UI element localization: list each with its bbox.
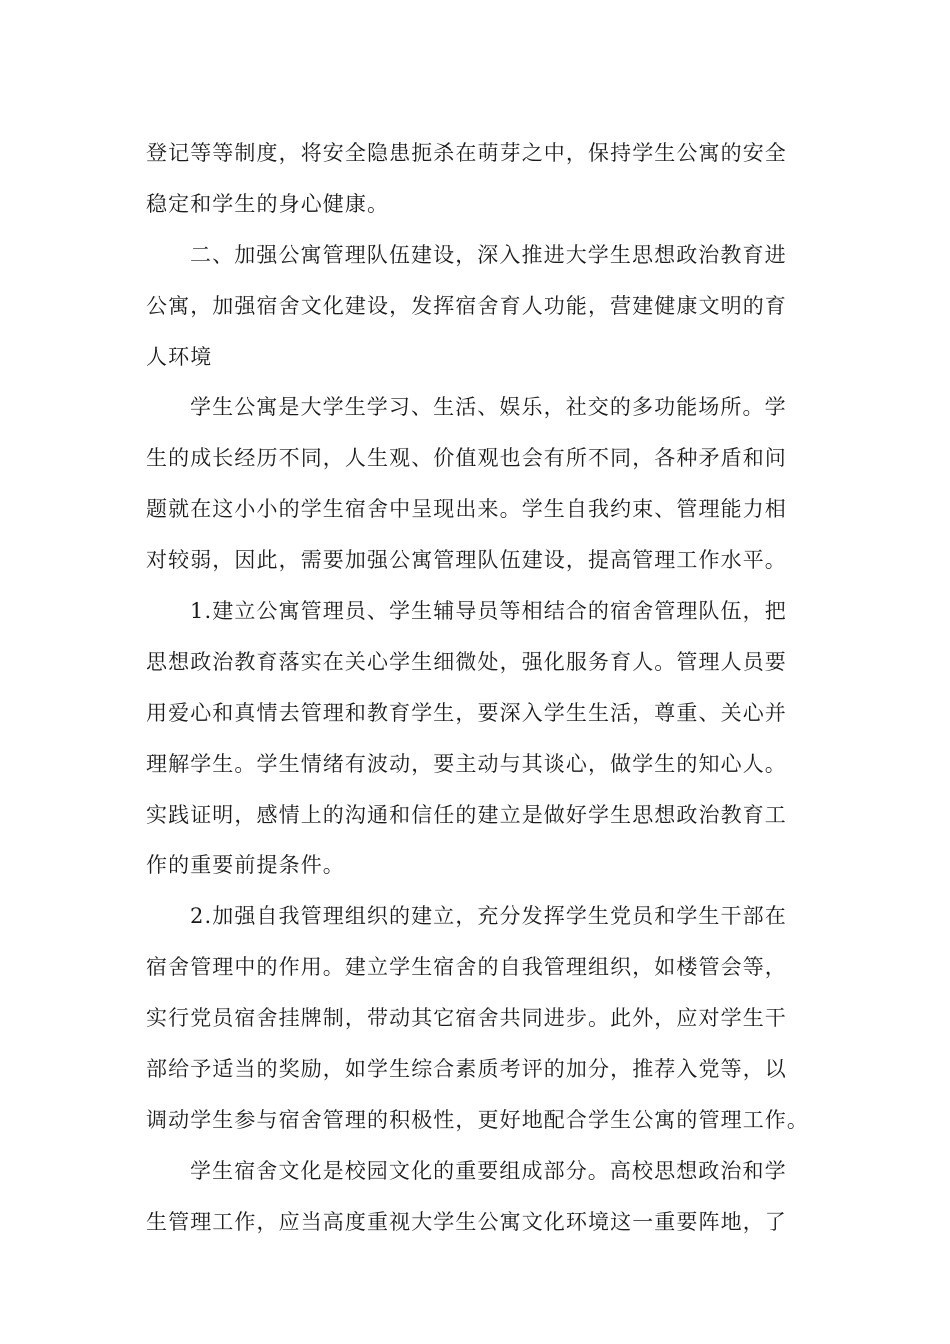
text-line: 调动学生参与宿舍管理的积极性，更好地配合学生公寓的管理工作。 — [146, 1107, 809, 1132]
text-line: 对较弱，因此，需要加强公寓管理队伍建设，提高管理工作水平。 — [146, 548, 787, 573]
text-line: 思想政治教育落实在关心学生细微处，强化服务育人。管理人员要 — [146, 649, 787, 674]
text-line: 宿舍管理中的作用。建立学生宿舍的自我管理组织，如楼管会等， — [146, 955, 787, 980]
text-line: 题就在这小小的学生宿舍中呈现出来。学生自我约束、管理能力相 — [146, 497, 787, 522]
text-line: 生管理工作，应当高度重视大学生公寓文化环境这一重要阵地，了 — [146, 1209, 787, 1234]
text-line: 实行党员宿舍挂牌制，带动其它宿舍共同进步。此外，应对学生干 — [146, 1006, 787, 1031]
text-line: 理解学生。学生情绪有波动，要主动与其谈心，做学生的知心人。 — [146, 751, 787, 776]
document-body — [146, 128, 809, 1248]
text-line: 学生公寓是大学生学习、生活、娱乐，社交的多功能场所。学 — [190, 395, 787, 420]
list-item-line: 2.加强自我管理组织的建立，充分发挥学生党员和学生干部在 — [190, 904, 787, 929]
text-line: 生的成长经历不同，人生观、价值观也会有所不同，各种矛盾和问 — [146, 446, 787, 471]
text-line: 稳定和学生的身心健康。 — [146, 191, 390, 216]
text-line: 用爱心和真情去管理和教育学生，要深入学生生活，尊重、关心并 — [146, 700, 787, 725]
text-line: 学生宿舍文化是校园文化的重要组成部分。高校思想政治和学 — [190, 1158, 787, 1183]
section-heading-line: 公寓，加强宿舍文化建设，发挥宿舍育人功能，营建健康文明的育 — [146, 293, 787, 318]
section-heading-line: 人环境 — [146, 344, 213, 369]
text-line: 部给予适当的奖励，如学生综合素质考评的加分，推荐入党等，以 — [146, 1057, 787, 1082]
section-heading-line: 二、加强公寓管理队伍建设，深入推进大学生思想政治教育进 — [190, 242, 787, 267]
text-line: 作的重要前提条件。 — [146, 853, 345, 878]
list-item-line: 1.建立公寓管理员、学生辅导员等相结合的宿舍管理队伍，把 — [190, 599, 787, 624]
text-line: 登记等等制度，将安全隐患扼杀在萌芽之中，保持学生公寓的安全 — [146, 141, 787, 165]
text-line: 实践证明，感情上的沟通和信任的建立是做好学生思想政治教育工 — [146, 802, 787, 827]
